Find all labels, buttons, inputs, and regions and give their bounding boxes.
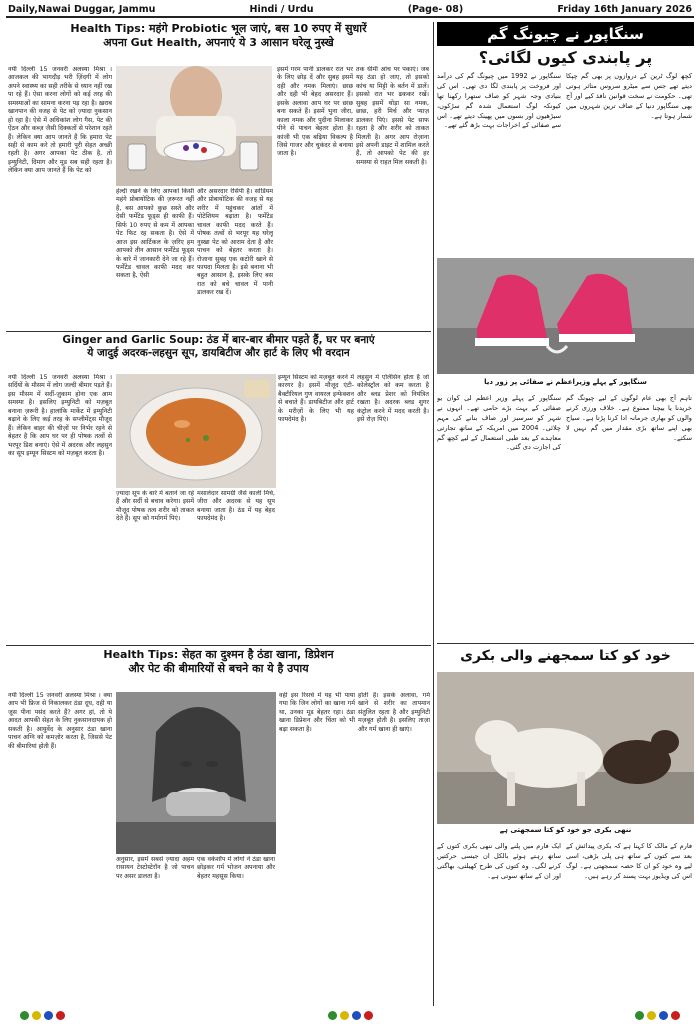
- article3-col1: नयी दिल्ली 15 जनवरी अलस्या मिश्रा । क्या आप भी फ्रिज से निकालकर ठंडा दूध, दही या जूस पीना पसंद करते हैं? अगर हां, तो ये आदत आपकी सेहत के लिए नुकसानदायक हो सकती है। आयुर्वेद के अनुसार ठंडा खाना पाचन अग्नि को कमज़ोर करता है, जिससे पेट की बीमारियां होती हैं।: [8, 692, 112, 750]
- urdu-text2: کچھ لوگ ٹرین کے دروازوں پر بھی گم چپکا دیتے تھے جس سے میٹرو سروس متاثر ہوتی تھی۔ حکومت نے سخت قوانین نافذ کیے اور آج بھی سنگاپور دنیا کے صاف ترین شہروں میں شمار ہوتا ہے۔: [566, 72, 692, 120]
- article1-col3: और असरदार रेसिपी है। सोडियम और प्रोबायोटिक की वजह से यह शरीर में पहुंचकर आंतों में पोटेशियम बढ़ाता है। फर्मेंटेड चावल काफी मदद करते हैं। पोषक तत्वों से भरपूर यह घरेलू नुस्खा पेट को आराम देता है और पाचन को बेहतर करता है। रोजाना सुबह एक कटोरी खाने से फायदा मिलता है। इसे बनाना भी बहुत आसान है, इसके लिए बस रात को बचे चावल में पानी डालकर रख दें।: [197, 188, 273, 297]
- article3-col3: एक वर्कशॉप में लोगों ने ठंडा खाना छोड़कर गर्म भोजन अपनाया और बेहतर महसूस किया।: [197, 856, 275, 880]
- article3-col4: वहीं इस रिसर्च में यह भी पाया गया कि जिन लोगों का खाना गर्म था, उनका मूड बेहतर रहा। ठंडा खाना डिप्रेशन और चिंता को भी बढ़ा सकता है।: [279, 692, 355, 733]
- article2-col5: लहसुन में एलिसिन होता है जो कोलेस्ट्रॉल को कम करता है और ब्लड प्रेशर को नियंत्रित रखता है। अदरक ब्लड शुगर कंट्रोल करने में मदद करती है। इसे रोज़ पिएं।: [357, 374, 429, 424]
- color-dot: [671, 1011, 680, 1020]
- language: Hindi / Urdu: [249, 3, 314, 15]
- article1-col1: नयी दिल्ली 15 जनवरी अलस्या मिश्रा । आजकल की भागदौड़ भरी ज़िंदगी में लोग अपने स्वास्थ्य का सही तरीके से ध्यान नहीं रख पा रहे हैं। ऐसा करना लोगों को कई तरह की समस्याओं का सामना करना पड़ रहा है। ख़राब खानपान की वजह से पेट को ज़्यादा नुकसान हो रहा है। ऐसे में अधिकांश लोग गैस, पेट की ऐंठन और कब्ज़ जैसी दिक्कतों से परेशान रहते हैं। लेकिन क्या आप जानते हैं कि हमारा पेट सही से काम करे तो हमारी पूरी सेहत अच्छी रहती है। अगर आपका पेट ठीक है, तो इम्युनिटी, दिमाग और मूड सब सही रहता है। लेकिन क्या आप जानते हैं कि पेट को: [8, 66, 112, 175]
- urdu-title-bar: سنگاپور نے چیونگ گم: [437, 22, 694, 46]
- color-dot: [340, 1011, 349, 1020]
- urdu-goat-title: خود کو کتا سمجھنے والی بکری: [460, 648, 671, 664]
- color-dot: [364, 1011, 373, 1020]
- article2-col1: नयी दिल्ली 15 जनवरी अलस्या मिश्रा । सर्दियों के मौसम में लोग जल्दी बीमार पड़ते हैं। इस मौसम में सर्दी-ज़ुकाम होना एक आम समस्या है। इसलिए इम्युनिटी को मज़बूत बनाना ज़रूरी है। हालांकि मार्केट में इम्युनिटी बढ़ाने के लिए कई तरह के सप्लीमेंट्स मौजूद हैं। लेकिन बाहर की चीज़ों पर निर्भर रहने से बेहतर है कि आप घर पर ही पोषक तत्वों से भरपूर डिश बनाएं। ऐसे में अदरक और लहसुन का सूप इम्यून सिस्टम को मज़बूत करता है।: [8, 374, 112, 457]
- article2-headline-line2: ये जादुई अदरक-लहसुन सूप, डायबिटीज और हार्ट के लिए भी वरदान: [87, 347, 350, 360]
- probiotic-photo: [116, 66, 272, 186]
- color-dot: [647, 1011, 656, 1020]
- color-dot: [352, 1011, 361, 1020]
- color-dot: [328, 1011, 337, 1020]
- article3-col5: होती है। इसके अलावा, गर्म खाने से शरीर का तापमान संतुलित रहता है और इम्युनिटी मज़बूत होती है। इसलिए ताज़ा और गर्म खाना ही खाएं।: [358, 692, 430, 733]
- article1-col4: इसमें गरम पानी डालकर रात भर के लिए छोड़ दें और सुबह इसमें दही और नमक मिलाएं। छाछ और दही भी बेहद असरदार हैं। इसके अलावा आप घर पर छाछ बना सकते हैं। इसमें भुना जीरा, काला नमक और पुदीना मिलाकर पीने से पाचन बेहतर होता है। कांजी भी एक बढ़िया विकल्प है जिसे गाजर और चुकंदर से बनाया जाता है।: [277, 66, 353, 158]
- article3-col2: अनुसार, इसमें सबसे ज़्यादा अहम रासायन टेस्टोस्टेरॉन है जो पाचन पर असर डालता है।: [116, 856, 194, 880]
- color-dots-left: [20, 1011, 65, 1020]
- gut-photo: [196, 66, 274, 67]
- divider: [437, 643, 694, 644]
- article1-headline-line2: अपना Gut Health, अपनाएं ये 3 आसान घरेलू नुस्खे: [103, 35, 334, 49]
- urdu-text3: سنگاپور کے پہلے وزیر اعظم لی کوان یو صفائی کے بہت بڑے حامی تھے۔ انہوں نے شہر کو سرسبز اور صاف بنانے کی مہم چلائی۔ 2004 میں امریکہ کے ساتھ تجارتی معاہدے کے بعد طبی استعمال کے لیے کچھ گم کی اجازت دی گئی۔: [437, 394, 561, 452]
- masthead: [6, 2, 694, 18]
- color-dot: [20, 1011, 29, 1020]
- color-dot: [659, 1011, 668, 1020]
- article2-col2: ज़्यादा सूप के बारे में बताने जा रहे हैं और सर्दी से बचाव करेगा। इसमें मौजूद पोषक तत्व शरीर को ताकत देते हैं। सूप को गर्मागर्म पिएं।: [116, 490, 194, 523]
- color-dot: [635, 1011, 644, 1020]
- article1-headline-line1: Health Tips: महंगे Probiotic भूल जाएं, बस 10 रुपए में सुधारें: [70, 22, 367, 35]
- date: Friday 16th January 2026: [557, 3, 692, 15]
- cold-food-photo: [116, 692, 276, 854]
- urdu-subtitle: پر پابندی کیوں لگائی؟: [478, 48, 653, 67]
- article1-col2: हेल्दी रखने के लिए आपको किसी महंगे प्रोबायोटिक की ज़रूरत नहीं है, बस आपको कुछ सस्ते और देसी फर्मेंटेड फूड्स ही काफी हैं। सिर्फ 10 रुपए से कम में आपका पेट फिट रह सकता है। ऐसे में आज इस आर्टिकल के ज़रिए हम आपको तीन आसान फर्मेंटेड फूड्स के बारे में जानकारी देने जा रहे हैं। फर्मेंटेड चावल काफी मदद कर सकता है, ऐसी: [116, 188, 194, 280]
- paper-name: Daily,Nawai Duggar, Jammu: [8, 3, 156, 15]
- color-dots-right: [635, 1011, 680, 1020]
- color-dot: [32, 1011, 41, 1020]
- page-number: (Page- 08): [407, 3, 464, 15]
- column-divider: [433, 22, 434, 1006]
- goat-photo: [437, 672, 694, 824]
- urdu-text6: فارم کے مالک کا کہنا ہے کہ بکری پیدائش کے بعد سے کتوں کے ساتھ ہی پلی بڑھی، اسی لیے وہ خود کو ان کا حصہ سمجھتی ہے۔ لوگ اس کی ویڈیوز بہت پسند کر رہے ہیں۔: [566, 842, 692, 880]
- divider: [6, 645, 431, 646]
- urdu-text4: تاہم آج بھی عام لوگوں کے لیے چیونگ گم خریدنا یا بیچنا ممنوع ہے۔ خلاف ورزی کرنے والوں کو بھاری جرمانہ ادا کرنا پڑتا ہے۔ سیاح بھی اپنے ساتھ بڑی مقدار میں گم نہیں لا سکتے۔: [566, 394, 692, 442]
- article3-headline-line1: Health Tips: सेहत का दुश्मन है ठंडा खाना, डिप्रेशन: [103, 648, 334, 661]
- article2-headline-line1: Ginger and Garlic Soup: ठंड में बार-बार बीमार पड़ते हैं, घर पर बनाएं: [62, 334, 375, 346]
- color-dots-center: [328, 1011, 373, 1020]
- divider: [6, 331, 431, 332]
- footer: [6, 1008, 694, 1022]
- gum-shoe-photo: [437, 258, 694, 374]
- article2-col3: मसालेदार सामग्री जैसे काली मिर्च, जीरा और अदरक से यह सूप बनाया जाता है। ठंड में यह बेहद फायदेमंद है।: [197, 490, 275, 523]
- urdu-text1: سنگاپور نے 1992 میں چیونگ گم کی درآمد اور فروخت پر پابندی لگا دی تھی۔ اس کی بنیادی وجہ شہر کو صاف ستھرا رکھنا تھا کیونکہ لوگ استعمال شدہ گم سڑکوں، سیڑھیوں اور بسوں میں پھینک دیتے تھے۔ اس سے صفائی کے اخراجات بہت بڑھ گئے تھے۔: [437, 72, 561, 130]
- article3-headline: [6, 648, 431, 690]
- urdu-caption1: سنگاپور کے پہلے وزیراعظم نے صفائی پر زور دیا: [484, 378, 647, 386]
- article1-headline: [6, 22, 431, 66]
- color-dot: [56, 1011, 65, 1020]
- article2-headline: [6, 334, 431, 374]
- article3-headline-line2: और पेट की बीमारियों से बचने का ये है उपाय: [128, 661, 309, 675]
- color-dot: [44, 1011, 53, 1020]
- urdu-text5: ایک فارم میں پلنے والی ننھی بکری کتوں کے ساتھ رہتے ہوئے بالکل ان جیسی حرکتیں کرنے لگی۔ وہ کتوں کی طرح کھیلتی، بھاگتی اور ان کے ساتھ سوتی ہے۔: [437, 842, 561, 880]
- soup-photo: [116, 374, 276, 488]
- article2-col4: इम्यून सिस्टम को मज़बूत करने में कारगर है। इसमें मौजूद एंटी-बैक्टीरियल गुण वायरल इन्फेक्शन से बचाते हैं। डायबिटीज और हार्ट के मरीज़ों के लिए भी यह फायदेमंद है।: [278, 374, 354, 424]
- article1-col5: तक धीमी आंच पर पकाएं। जब यह ठंडा हो जाए, तो इसको कांच या मिट्टी के बर्तन में डालें। इसको रात भर ढककर रखें। सुबह इसमें थोड़ा सा नमक, छाछ, हरी मिर्च और प्याज़ डालकर पिएं। इससे पेट साफ रहता है और शरीर को ताकत मिलती है। अगर आप रोज़ाना इसे अपनी डाइट में शामिल करते हैं, तो आपको पेट की हर समस्या से राहत मिल सकती है।: [356, 66, 429, 166]
- urdu-caption2: ننھی بکری جو خود کو کتا سمجھتی ہے: [499, 826, 632, 834]
